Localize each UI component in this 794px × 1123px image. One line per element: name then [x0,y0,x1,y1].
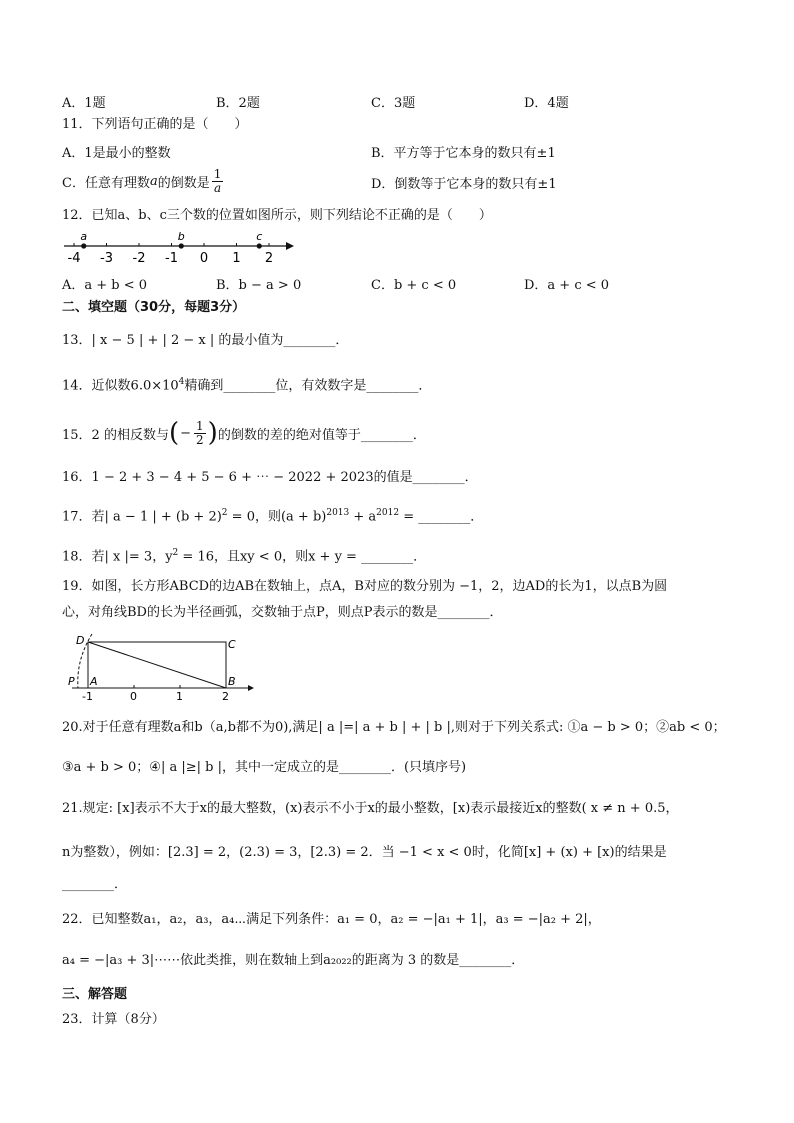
q14-text-pre: 14．近似数6.0×10 [62,378,179,394]
label-c: C [228,638,236,651]
section-3-heading: 三、解答题 [62,987,128,1002]
q14-text-post: 精确到________位，有效数字是________． [184,378,432,394]
q11-c-fraction [212,168,224,195]
tick-label-neg1: -1 [82,690,93,702]
label-d: D [76,634,85,647]
q17-exp-3: 2012 [376,508,400,518]
left-paren: ( [168,418,180,448]
question-21-line-1: 21.规定: [x]表示不大于x的最大整数，(x)表示不小于x的最小整数，[x)表示最接近x的整数( x ≠ n + 0.5， [62,801,679,816]
question-22-line-1: 22．已知整数a₁，a₂，a₃，a₄⋯满足下列条件：a₁ = 0，a₂ = −|a₁ + 1|，a₃ = −|a₂ + 2|， [62,912,601,927]
tick-label-2: 2 [222,690,229,702]
number-line-point-c [257,243,262,248]
right-paren: ) [207,418,218,448]
number-line-tick-label: -3 [100,251,113,266]
number-line-point-label: a [80,230,88,243]
fraction-numerator: 1 [213,166,222,181]
question-21-line-2: n为整数），例如：[2.3] = 2，(2.3) = 3，[2.3) = 2．当 −1 < x < 0时，化简[x] + (x) + [x)的结果是 [62,845,667,860]
question-18 [62,544,426,566]
question-23: 23．计算（8分） [62,1012,165,1027]
q15-text-pre: 15．2 的相反数与 [62,427,169,443]
q15-text-post: 的倒数的差的绝对值等于________． [217,427,426,443]
q17-part-d: = ________． [399,509,484,525]
q17-part-b: = 0，则(a + b) [227,509,327,525]
label-b: B [228,675,236,688]
q14-exponent: 4 [178,377,185,387]
fraction-denominator: a [213,180,222,195]
q12-option-c: C．b + c < 0 [371,278,457,293]
q12-number-line [60,228,300,268]
q10-option-c: C．3题 [371,96,416,111]
tick-label-0: 0 [130,690,137,702]
q12-option-b: B．b − a > 0 [216,278,302,293]
number-line-point-label: c [256,230,263,243]
q18-part-b: = 16，且xy < 0，则x + y = ________． [178,549,427,565]
number-line-point-label: b [177,230,185,243]
q15-fraction [194,420,206,447]
question-14 [62,373,431,395]
label-p: P [68,675,75,688]
q17-part-a: 17．若| a − 1 | + (b + 2) [62,509,222,525]
q10-option-a: A．1题 [62,96,106,111]
q11-stem: 11．下列语句正确的是（ ） [62,117,248,132]
question-19-line-1: 19．如图，长方形ABCD的边AB在数轴上，点A，B对应的数分别为 −1，2，边AD的长为1，以点B为圆 [62,579,668,594]
q11-c-text: C．任意有理数 [62,175,150,191]
q10-option-d: D．4题 [524,96,569,111]
q12-option-d: D．a + c < 0 [524,278,610,293]
fraction-denominator: 2 [196,432,204,447]
question-17 [62,504,483,526]
label-a: A [90,675,98,688]
q19-rectangle-figure [62,630,262,702]
question-16: 16．1 − 2 + 3 − 4 + 5 − 6 + ⋯ − 2022 + 2023的值是________． [62,470,478,485]
question-20-line-1: 20.对于任意有理数a和b（a,b都不为0),满足| a |=| a + b | + | b |,则对于下列关系式: ①a − b > 0；②ab < 0； [62,720,726,735]
question-20-line-2: ③a + b > 0；④| a |≥| b |，其中一定成立的是________．(只填序号) [62,760,467,775]
number-line-tick-label: -1 [165,251,178,266]
number-line-tick-label: 2 [264,251,274,266]
number-line-tick-label: 0 [199,251,209,266]
diagonal-bd [88,642,226,688]
number-line-point-b [179,243,184,248]
fraction-numerator: 1 [196,418,204,433]
q17-exp-2: 2013 [326,508,350,518]
number-line-arrow [286,242,294,250]
q10-option-b: B．2题 [216,96,260,111]
q11-option-b: B．平方等于它本身的数只有±1 [371,146,556,161]
section-2-heading: 二、填空题（30分，每题3分） [62,300,246,315]
q12-option-a: A．a + b < 0 [62,278,148,293]
q11-c-var: a [149,173,158,189]
q18-part-a: 18．若| x |= 3，y [62,549,173,565]
q11-c-mid: 的倒数是 [157,175,210,191]
question-21-line-3: ________． [62,877,128,892]
question-22-line-2: a₄ = −|a₃ + 3|⋯⋯依此类推，则在数轴上到a₂₀₂₂的距离为 3 的数是________． [62,953,525,968]
question-13: 13．| x − 5 | + | 2 − x | 的最小值为________． [62,333,349,348]
question-19-line-2: 心，对角线BD的长为半径画弧，交数轴于点P，则点P表示的数是________． [62,605,503,620]
minus-sign: − [180,425,192,441]
number-line-tick-label: 1 [232,251,241,266]
axis-arrow [248,685,254,691]
tick-label-1: 1 [176,690,183,702]
q18-exp: 2 [172,548,179,558]
q11-option-d: D．倒数等于它本身的数只有±1 [371,177,557,192]
question-15 [62,411,426,455]
q11-option-c [62,163,225,199]
number-line-point-a [81,243,86,248]
q11-option-a: A．1是最小的整数 [62,146,171,161]
q17-exp-1: 2 [221,508,228,518]
number-line-tick-label: -2 [132,251,146,266]
q17-part-c: + a [349,509,377,525]
number-line-tick-label: -4 [67,251,81,266]
q12-stem: 12．已知a、b、c三个数的位置如图所示，则下列结论不正确的是（ ） [62,208,492,223]
